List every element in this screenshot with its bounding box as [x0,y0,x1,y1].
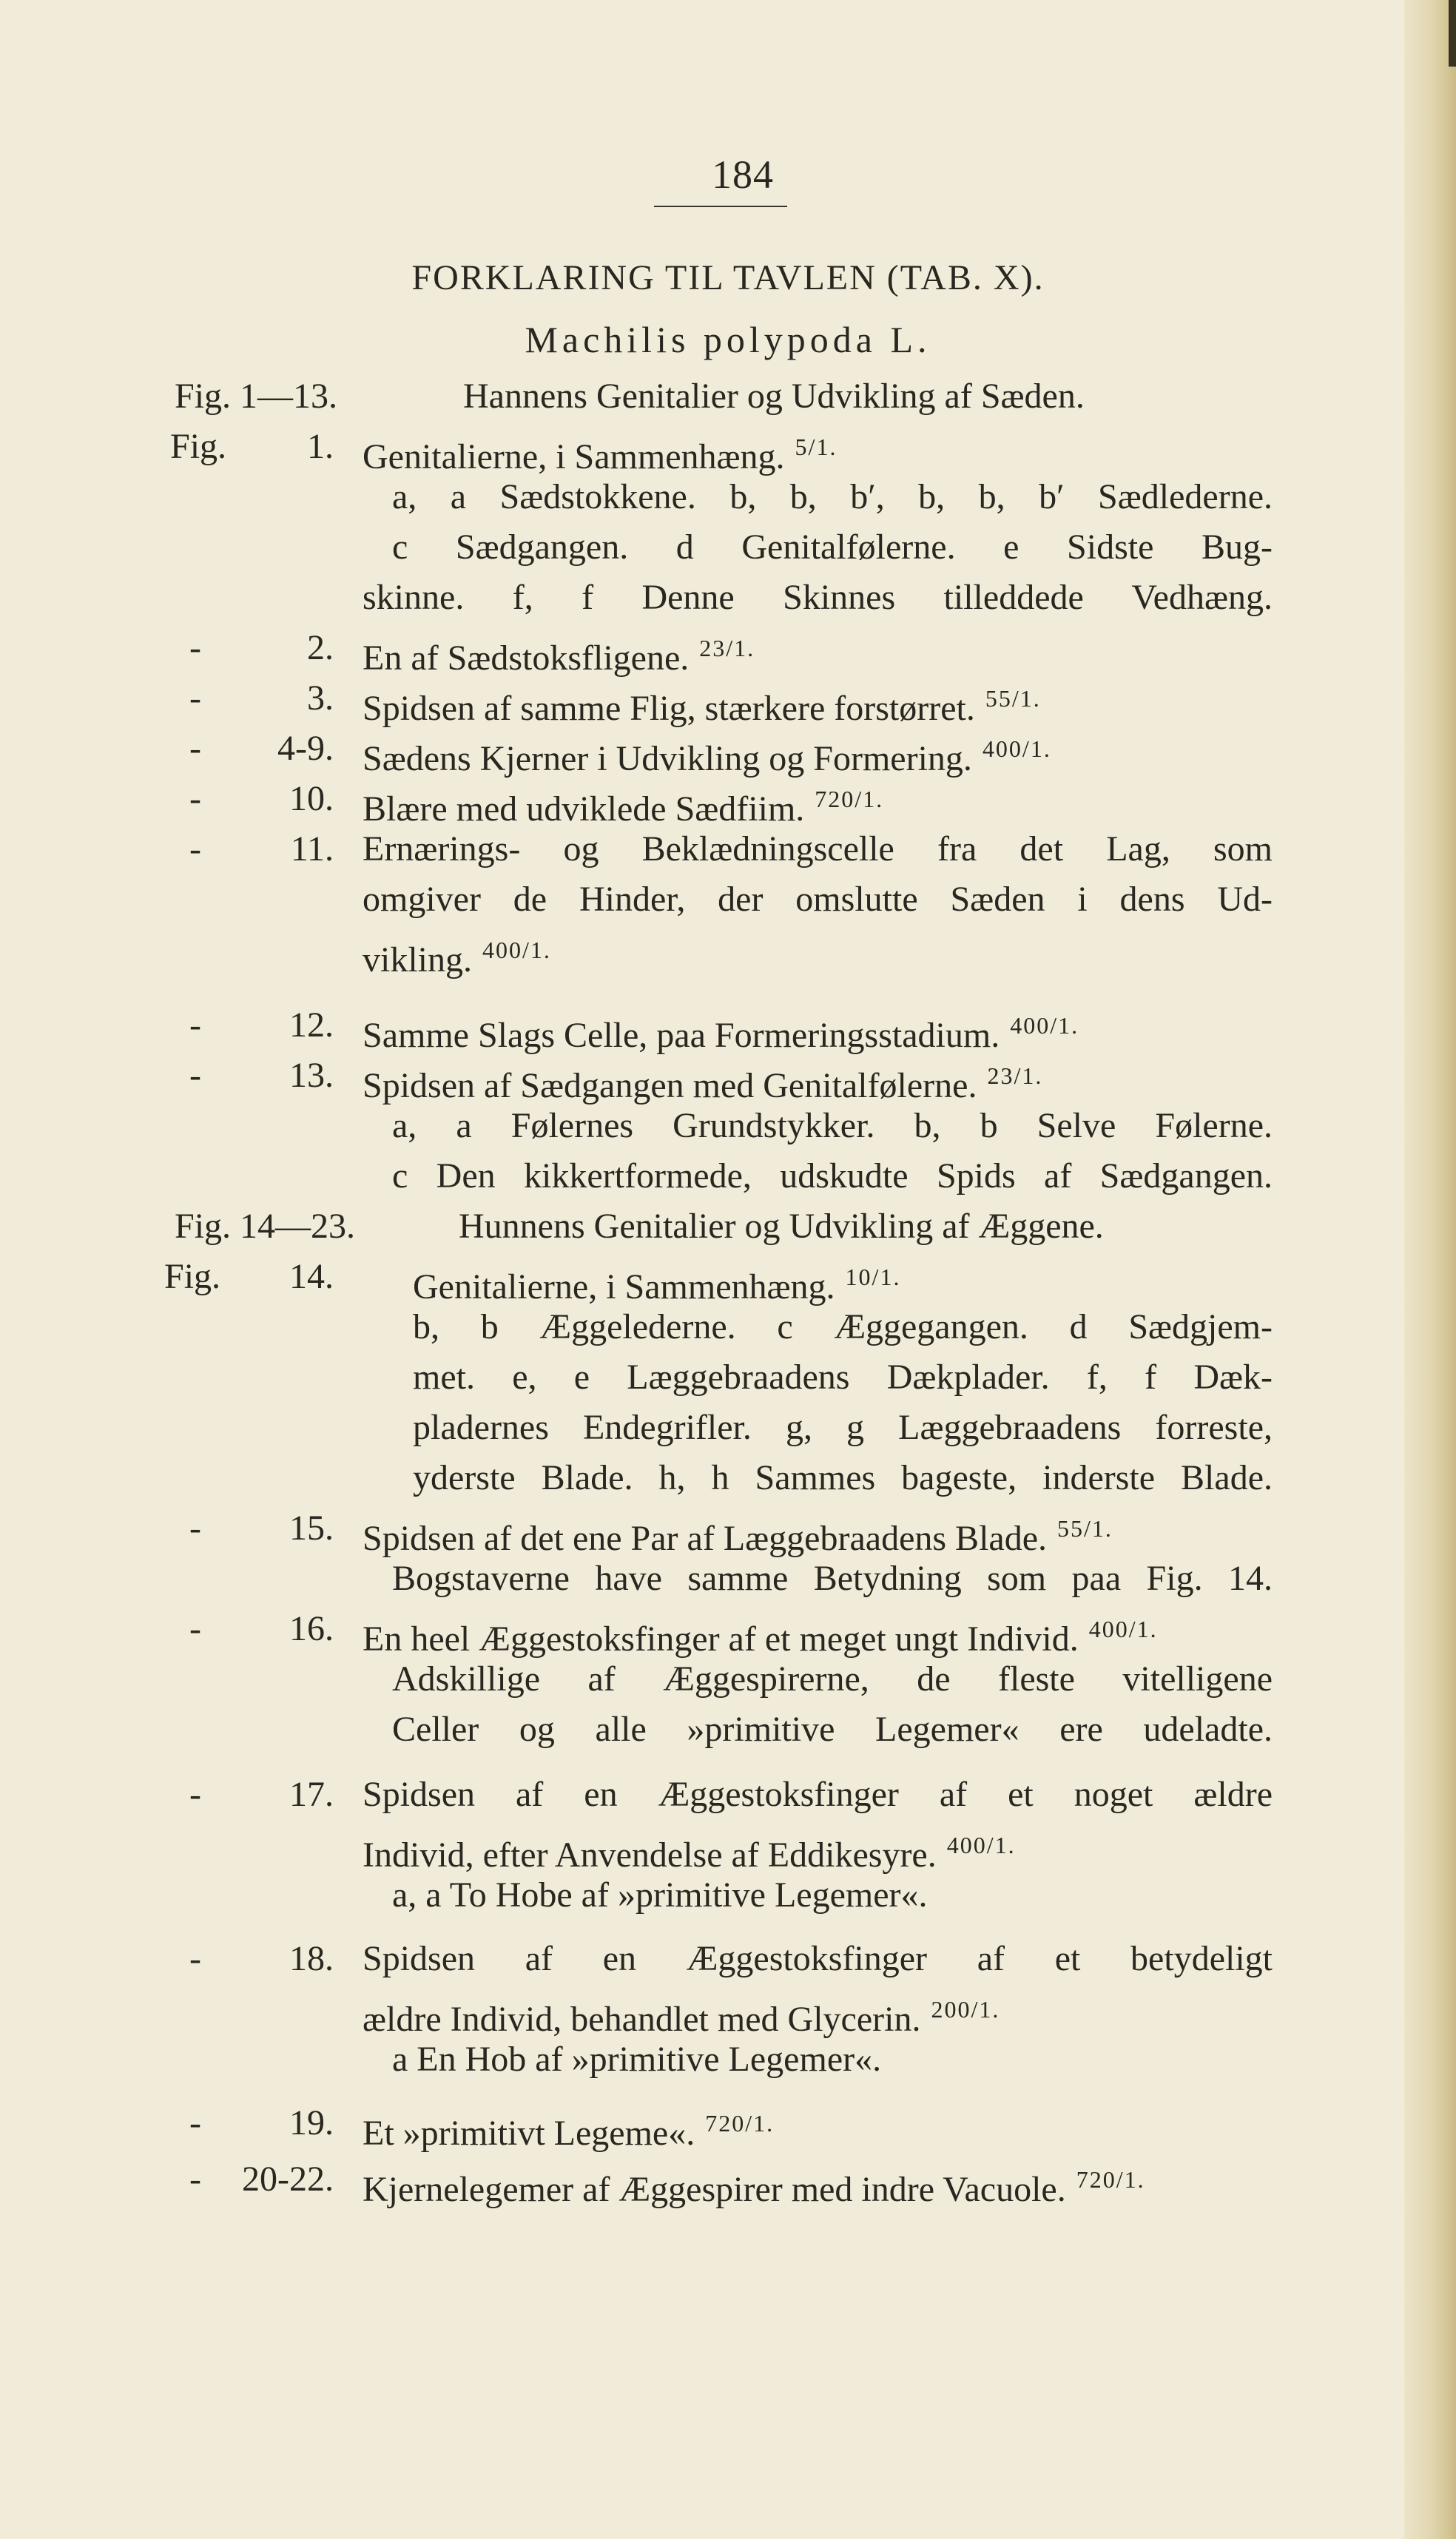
figure-number: 2. [307,628,334,667]
figure-dash: - [189,678,201,718]
line-fig-17 [0,1768,1406,1821]
magnification: 23/1. [699,635,755,661]
figure-dash: - [189,829,201,869]
magnification: 55/1. [985,685,1041,712]
figure-number: 1. [307,427,334,466]
line-fig-12 [0,999,1406,1055]
line-fig-3 [0,672,1406,728]
line-text: Samme Slags Celle, paa Formeringsstadium. $^{400/1.}$ [363,1012,1079,1055]
line-continuation [0,1301,1406,1354]
figure-dash: - [189,628,201,667]
species-subtitle: Machilis polypoda L. [525,319,931,360]
line-text: Spidsen af Sædgangen med Genitalfølerne. $^{23/1.}$ [363,1062,1043,1105]
magnification: 400/1. [482,937,551,963]
page-number: 184 [712,152,774,197]
line-continuation [0,1150,1406,1203]
figure-dash: - [189,1939,201,1978]
figure-number: 18. [289,1939,334,1978]
figure-ref: Fig. 1—13. [175,377,338,416]
line-text: a, a Sædstokkene. b, b, b′, b, b, b′ Sædlederne. [392,477,1273,516]
line-continuation [0,1869,1406,1922]
line-text: a, a To Hobe af »primitive Legemer«. [392,1875,928,1915]
line-continuation [0,1401,1406,1454]
line-text: a, a Følernes Grundstykker. b, b Selve Følerne. [392,1106,1273,1145]
page-title: FORKLARING TIL TAVLEN (TAB. X). [411,258,1045,297]
figure-number: 4-9. [277,729,334,768]
figure-number: 19. [289,2103,334,2142]
line-text: c Sædgangen. d Genitalfølerne. e Sidste Bug- [392,527,1273,567]
line-text: Kjernelegemer af Æggespirer med indre Vacuole. $^{720/1.}$ [363,2166,1145,2209]
figure-number: 20-22. [242,2159,334,2199]
line-text: En heel Æggestoksfinger af et meget ungt Individ. $^{400/1.}$ [363,1616,1158,1659]
line-continuation [0,873,1406,926]
line-fig-16 [0,1602,1406,1659]
figure-dash: - [189,1775,201,1814]
magnification: 720/1. [815,786,884,812]
magnification: 400/1. [982,735,1051,762]
figure-number: 17. [289,1775,334,1814]
line-text: Adskillige af Æggespirerne, de fleste vitelligene [392,1659,1273,1699]
line-text: En af Sædstoksfligene. $^{23/1.}$ [363,635,755,678]
line-continuation [0,521,1406,574]
line-fig-14 [0,1250,1406,1304]
line-continuation [0,571,1406,624]
line-continuation [0,1552,1406,1605]
line-text: Spidsen af en Æggestoksfinger af et betydeligt [363,1939,1273,1978]
line-continuation [0,1818,1406,1875]
figure-dash: - [189,1609,201,1648]
magnification: 400/1. [1088,1616,1158,1642]
line-text: a En Hob af »primitive Legemer«. [392,2040,882,2079]
figure-number: 13. [289,1056,334,1095]
line-text: pladernes Endegrifler. g, g Læggebraadens forreste, [413,1408,1273,1447]
figure-dash: - [189,1056,201,1095]
line-fig-20-22 [0,2153,1406,2209]
line-fig-1-13-heading [0,370,1406,423]
line-text: Spidsen af en Æggestoksfinger af et noget ældre [363,1775,1273,1814]
magnification: 200/1. [931,1996,1000,2023]
line-continuation [0,2033,1406,2086]
figure-ref: Fig. [170,427,227,466]
figure-number: 15. [289,1508,334,1548]
line-text: Blære med udviklede Sædfiim. $^{720/1.}$ [363,786,884,829]
line-continuation [0,1451,1406,1505]
line-text: Et »primitivt Legeme«. $^{720/1.}$ [363,2110,775,2153]
figure-dash: - [189,1005,201,1045]
line-continuation [0,471,1406,524]
magnification: 23/1. [987,1062,1043,1089]
figure-ref: Fig. [164,1257,221,1296]
line-text: vikling. $^{400/1.}$ [363,937,551,979]
line-continuation [0,1099,1406,1153]
figure-number: 3. [307,678,334,718]
figure-dash: - [189,1508,201,1548]
line-fig-2 [0,621,1406,678]
line-text: met. e, e Læggebraadens Dækplader. f, f Dæk- [413,1358,1273,1397]
line-text: Genitalierne, i Sammenhæng. $^{10/1.}$ [413,1264,901,1306]
magnification: 720/1. [705,2110,775,2137]
figure-number: 12. [289,1005,334,1045]
line-continuation [0,1351,1406,1404]
line-text: Spidsen af det ene Par af Læggebraadens Blade. $^{55/1.}$ [363,1515,1113,1558]
line-fig-14-23-heading [0,1200,1406,1253]
line-fig-19 [0,2097,1406,2153]
line-fig-10 [0,772,1406,829]
magnification: 5/1. [795,434,837,460]
line-text: omgiver de Hinder, der omslutte Sæden i dens Ud- [363,880,1273,919]
page-edge [1404,0,1456,2539]
line-text: Celler og alle »primitive Legemer« ere udeladte. [392,1710,1273,1749]
figure-number: 11. [290,829,334,869]
figure-number: 14. [289,1257,334,1296]
line-fig-13 [0,1049,1406,1105]
line-continuation [0,923,1406,977]
figure-dash: - [189,729,201,768]
line-text: skinne. f, f Denne Skinnes tilleddede Vedhæng. [363,578,1273,617]
figure-dash: - [189,2159,201,2199]
line-text: Individ, efter Anvendelse af Eddikesyre. $^{400/1.}$ [363,1832,1016,1875]
figure-number: 10. [289,779,334,818]
figure-dash: - [189,2103,201,2142]
magnification: 400/1. [1010,1012,1079,1039]
line-continuation [0,1983,1406,2039]
line-text: Sædens Kjerner i Udvikling og Formering. $^{400/1.}$ [363,735,1051,778]
figure-number: 16. [289,1609,334,1648]
line-fig-15 [0,1502,1406,1558]
magnification: 720/1. [1076,2166,1145,2193]
line-text: Hunnens Genitalier og Udvikling af Æggene. [459,1207,1104,1246]
line-text: Ernærings- og Beklædningscelle fra det Lag, som [363,829,1273,869]
magnification: 10/1. [845,1264,901,1290]
line-text: c Den kikkertformede, udskudte Spids af Sædgangen. [392,1156,1273,1196]
line-text: ældre Individ, behandlet med Glycerin. $^{200/1.}$ [363,1996,1000,2039]
line-fig-1 [0,420,1406,476]
line-fig-18 [0,1932,1406,1986]
page-number-rule [654,206,787,207]
line-text: b, b Æggelederne. c Æggegangen. d Sædgjem- [413,1307,1273,1346]
page-edge-shadow [1449,0,1456,67]
line-continuation [0,1653,1406,1706]
line-text: Genitalierne, i Sammenhæng. $^{5/1.}$ [363,434,837,476]
figure-ref: Fig. 14—23. [175,1207,356,1246]
line-fig-11 [0,823,1406,876]
magnification: 400/1. [946,1832,1016,1858]
line-text: Bogstaverne have samme Betydning som paa Fig. 14. [392,1559,1273,1598]
line-continuation [0,1703,1406,1756]
line-text: Hannens Genitalier og Udvikling af Sæden. [463,377,1085,416]
line-text: yderste Blade. h, h Sammes bageste, inderste Blade. [413,1458,1273,1497]
line-text: Spidsen af samme Flig, stærkere forstørret. $^{55/1.}$ [363,685,1041,728]
figure-dash: - [189,779,201,818]
line-fig-4-9 [0,722,1406,778]
magnification: 55/1. [1057,1515,1113,1542]
